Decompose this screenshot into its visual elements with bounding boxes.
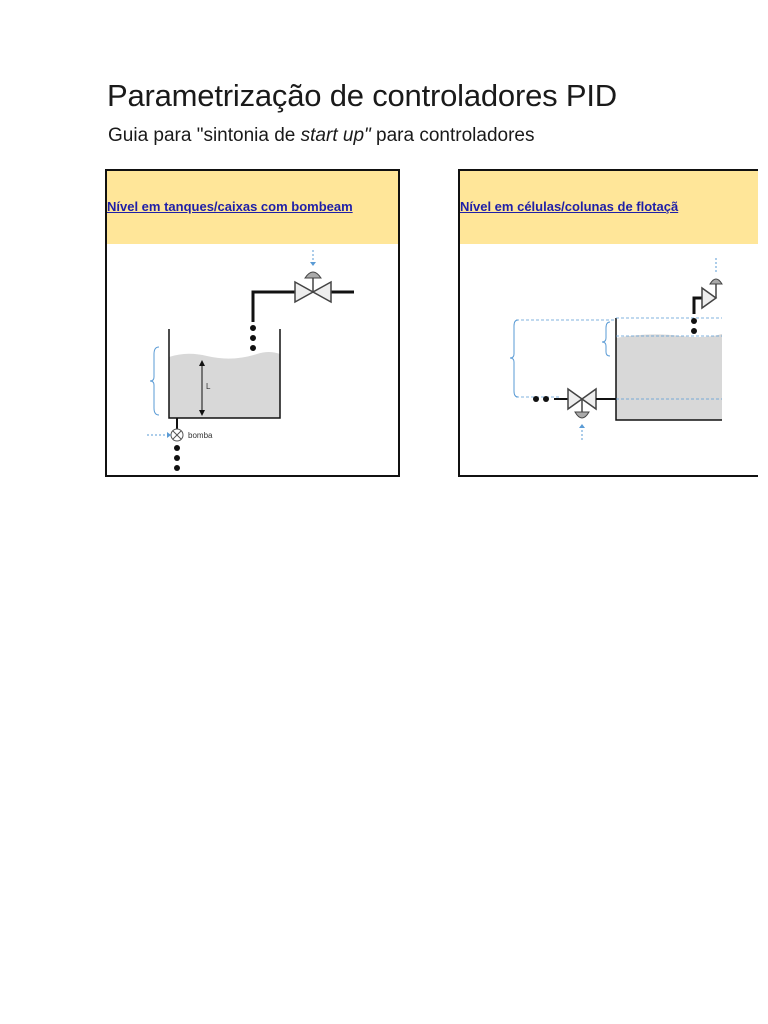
pump-icon [147,429,183,441]
tank-level-link[interactable]: Nível em tanques/caixas com bombeam [107,199,353,214]
pipe-dots-top [250,325,256,351]
card-flotation-level [458,169,758,477]
level-bracket [150,347,159,415]
control-valve-icon [295,250,331,302]
tank-icon [169,329,280,418]
level-bracket-outer [510,320,518,397]
flotation-cell-icon [616,318,722,420]
outlet-valve-icon [702,258,722,308]
subtitle-emphasis: start up" [300,125,371,146]
card-header [460,171,758,244]
card-header [107,171,398,244]
outlet-pipe [253,292,295,322]
page-subtitle [108,125,534,147]
subtitle-prefix: Guia para "sintonia de [108,125,301,146]
level-bracket-inner [602,322,610,356]
pump-label: bomba [188,431,213,440]
feed-valve-icon [568,389,596,442]
tank-level-diagram [107,244,400,477]
outlet-dots [691,318,697,334]
page-title: Parametrização de controladores PID [107,78,617,113]
flotation-level-link[interactable]: Nível em células/colunas de flotaçã [460,199,679,214]
card-tank-level [105,169,400,477]
flotation-level-diagram [460,244,758,477]
subtitle-suffix: para controladores [370,125,535,146]
pipe-dots-bottom [174,445,180,471]
level-label: L [206,382,211,391]
